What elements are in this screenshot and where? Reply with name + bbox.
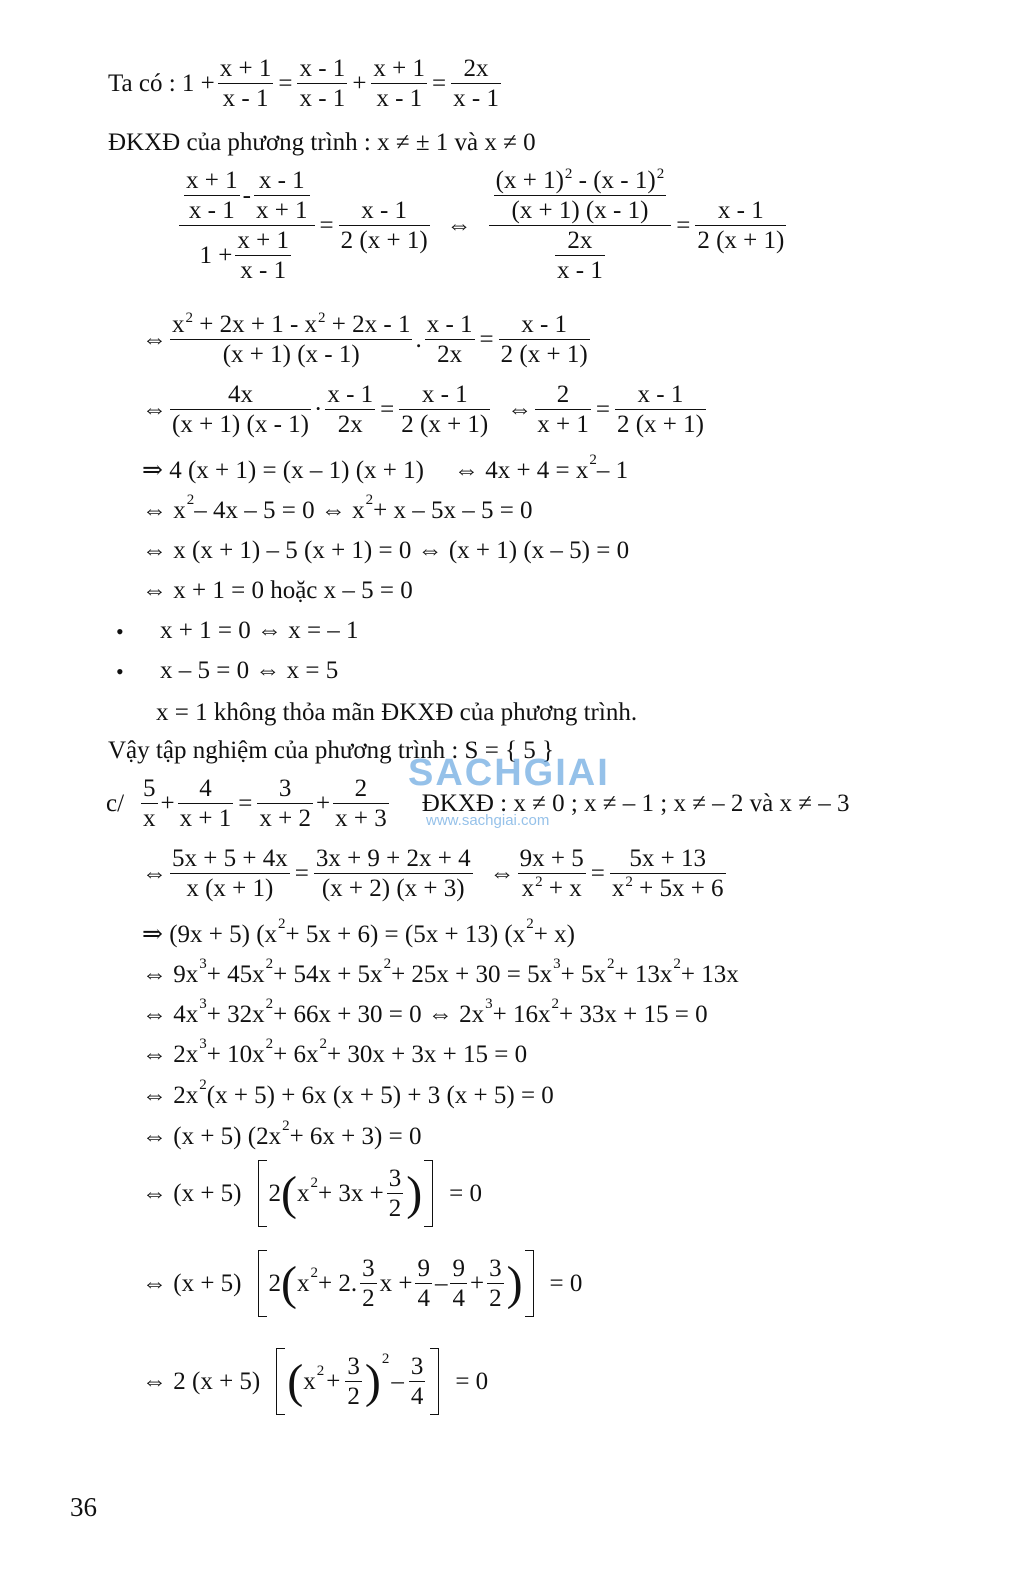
bullet-item-2: x – 5 = 0 ⇔ x = 5	[160, 657, 339, 684]
equation-line-6: ⇒ 4 (x + 1) = (x – 1) (x + 1) ⇔ 4x + 4 = x 2 – 1	[142, 452, 629, 484]
part-c-line-5: ⇔ 2x 3 + 10x 2 + 6x 2 + 30x + 3x + 15 = 0	[142, 1036, 528, 1068]
equation-line-1: Ta có : 1 + $\frac{x + 1}{x - 1}$ = $\frac{x - 1}{x - 1}$ + $\frac{x + 1}{x - 1}$ = $\frac{2x}{x - 1}$	[108, 55, 499, 112]
equation-line-5: ⇔ 4x (x + 1) (x - 1) · $\frac{x - 1}{2x}$ = $\frac{x - 1}{2 (x + 1)}$ ⇔ $\frac{2}{x + 1}$ = $\frac{x - 1}{2 (x + 1)}$	[142, 381, 704, 438]
bullet: •	[116, 659, 124, 684]
conclusion-line: Vậy tập nghiệm của phương trình : S = { 5 }	[108, 737, 555, 764]
fraction: $\frac{x - 1}{x - 1}$	[299, 55, 346, 112]
part-c-line-3: ⇔ 9x 3 + 45x 2 + 54x + 5x 2 + 25x + 30 = 5x 3 + 5x 2 + 13x 2 + 13x	[142, 956, 739, 988]
equation-line-9: ⇔ x + 1 = 0 hoặc x – 5 = 0	[142, 577, 413, 604]
compound-fraction: $\frac{\frac{(x + 1)^2 - (x - 1)^2}{(x + 1) (x - 1)}}{\frac{2x}{x - 1}}$	[489, 168, 672, 283]
watermark-url: www.sachgiai.com	[426, 812, 550, 829]
equation-line-8: ⇔ x (x + 1) – 5 (x + 1) = 0 ⇔ (x + 1) (x – 5) = 0	[142, 537, 630, 564]
compound-fraction-equation: x + 1 x - 1 - x - 1 x + 1 1 + $\frac{x + 1}{x - 1}$ = $\frac{x - 1}{2 (x + 1)}$ ⇔ $\frac{\frac{(x + 1)^2 - (x - 1)^2}{(x + 1) (x - 1)}}{\frac{2x}{x - 1}}$ = $\frac{x - 1}{2 (x + 1)}$	[176, 168, 789, 283]
part-c-line-2: ⇒ (9x + 5) (x 2 + 5x + 6) = (5x + 13) (x 2 + x)	[142, 916, 575, 948]
part-c-line-6: ⇔ 2x 2 (x + 5) + 6x (x + 5) + 3 (x + 5) = 0	[142, 1077, 554, 1109]
compound-fraction: x + 1 x - 1 - x - 1 x + 1 1 + $\frac{x + 1}{x - 1}$	[179, 168, 315, 283]
bullet: •	[116, 619, 124, 644]
part-c-line-8: ⇔ (x + 5) 2 ( x 2 + 3x + $\frac{3}{2}$ ) = 0	[142, 1166, 482, 1221]
condition-line: ĐKXĐ của phương trình : x ≠ ± 1 và x ≠ 0	[108, 129, 536, 156]
part-c-line-7: ⇔ (x + 5) (2x 2 + 6x + 3) = 0	[142, 1118, 422, 1150]
equation-line-12: x = 1 không thỏa mãn ĐKXĐ của phương trình.	[156, 699, 638, 726]
bullet-item-1: x + 1 = 0 ⇔ x = – 1	[160, 617, 359, 644]
watermark-brand: SACHGIAI	[408, 752, 610, 794]
equation-line-4: ⇔ $x^2 + 2x + 1 - x^2 + 2x - 1$ (x + 1) (x - 1) . $\frac{x - 1}{2x}$ = $\frac{x - 1}{2 (x + 1)}$	[142, 310, 588, 368]
page-number: 36	[70, 1492, 97, 1522]
fraction: $\frac{x + 1}{x - 1}$	[373, 55, 426, 112]
fraction: $\frac{x + 1}{x - 1}$	[219, 55, 272, 112]
part-c-line-1: ⇔ $\frac{5x + 5 + 4x}{x (x + 1)}$ = $\frac{3x + 9 + 2x + 4}{(x + 2) (x + 3)}$ ⇔ $\frac{9x + 5}{x^2 + x}$ = $\frac{5x + 13}{x^2 + 5x + 6}$	[142, 845, 724, 902]
part-c-equation: c/ 5 x + $\frac{4}{x + 1}$ = $\frac{3}{x + 2}$ + $\frac{2}{x + 3}$ ĐKXĐ : x ≠ 0 ; x ≠ – 1 ; x ≠ – 2 và x ≠ – 3	[106, 775, 850, 832]
fraction: $\frac{x - 1}{2 (x + 1)}$	[697, 197, 785, 254]
part-c-line-9: ⇔ (x + 5) 2 ( x 2 + 2. 3 2 x + $\frac{9}{4}$ – 9 4 + $\frac{3}{2}$ ) = 0	[142, 1256, 582, 1311]
fraction: $\frac{x - 1}{2 (x + 1)}$	[340, 197, 428, 254]
part-c-line-10: ⇔ 2 (x + 5) ( x 2 + $\frac{3}{2}$ ) 2 – 3 4 = 0	[142, 1354, 488, 1409]
part-c-line-4: ⇔ 4x 3 + 32x 2 + 66x + 30 = 0 ⇔ 2x 3 + 16x 2 + 33x + 15 = 0	[142, 996, 708, 1028]
fraction: $\frac{2x}{x - 1}$	[453, 55, 499, 112]
text: Ta có : 1 +	[108, 70, 215, 97]
equation-line-7: ⇔ x 2 – 4x – 5 = 0 ⇔ x 2 + x – 5x – 5 = 0	[142, 492, 533, 524]
